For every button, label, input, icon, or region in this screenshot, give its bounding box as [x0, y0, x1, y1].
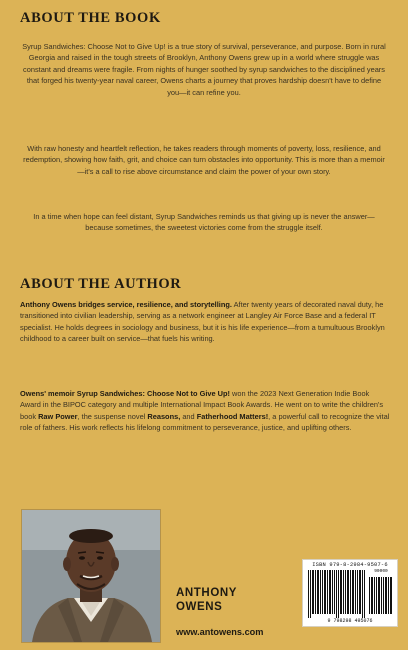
about-book-paragraph-1: Syrup Sandwiches: Choose Not to Give Up! is a true story of survival, perseverance, and purpose. Born in rural Georgia and raised in the tough streets of Brooklyn, Anthony Owens grew up in a world where struggle was constant and dreams were fragile. From nights of hunger soothed by syrup sandwiches to the disciplined years that forged his twenty-year naval career, Owens charts a journey that proves hardship doesn't have to define you—it can refine you. [22, 42, 386, 97]
book-fatherhood-matters: Fatherhood Matters! [196, 411, 269, 421]
connector-text-1: , the suspense novel [77, 411, 148, 421]
author-photo [21, 509, 161, 643]
closing-text: , a powerful call to recognize the vital role of fathers. His work reflects his lifelong commitment to perseverance, justice, and uplifting others. [20, 411, 390, 433]
barcode-bars-graphic [306, 570, 394, 618]
author-last-name: OWENS [176, 601, 223, 613]
about-book-paragraph-2: With raw honesty and heartfelt reflection, he takes readers through moments of poverty, loss, resilience, and redemption, showing how faith, grit, and choice can turn obstacles into opportunity. This is more than a memoir—it's a call to rise above circumstance and claim the power of your own story. [23, 144, 385, 176]
book-raw-power: Raw Power [38, 411, 78, 421]
book-reasons: Reasons, [147, 411, 181, 421]
isbn-barcode [302, 559, 398, 627]
barcode-ean-digits: 9 798298 495076 [327, 618, 373, 624]
isbn-number: ISBN 979-8-2984-9507-6 [312, 562, 388, 568]
awards-text: won the 2023 Next Generation Indie Book Award in the BIPOC category and multiple International Impact Book Awards. He went on to write the children's book [20, 389, 384, 421]
connector-text-2: and [180, 411, 197, 421]
memoir-title-bold: Owens' memoir Syrup Sandwiches: Choose Not to Give Up! [20, 389, 230, 398]
author-first-name: ANTHONY [176, 587, 238, 599]
author-portrait-illustration [22, 510, 160, 642]
about-book-paragraph-3: In a time when hope can feel distant, Syrup Sandwiches reminds us that giving up is never the answer—because sometimes, the sweetest victories come from the struggle itself. [33, 212, 375, 233]
barcode-addon-digits: 90000 [374, 569, 388, 574]
author-name [176, 586, 237, 614]
about-author-paragraph-2 [20, 388, 390, 434]
about-author-paragraph-1 [20, 299, 390, 345]
author-intro-bold: Anthony Owens bridges service, resilience, and storytelling. [20, 300, 232, 309]
author-bio-text: After twenty years of decorated naval duty, he transitioned into civilian leadership, serving as a network engineer at Langley Air Force Base and a federal IT specialist. He holds degrees in sociology and business, but it is his life experience—from a tumultuous Brooklyn childhood to a career built on service—that fuels his writing. [20, 300, 385, 344]
about-book-heading: ABOUT THE BOOK [20, 10, 161, 26]
author-website: www.antowens.com [176, 627, 264, 637]
about-author-heading: ABOUT THE AUTHOR [20, 276, 182, 292]
